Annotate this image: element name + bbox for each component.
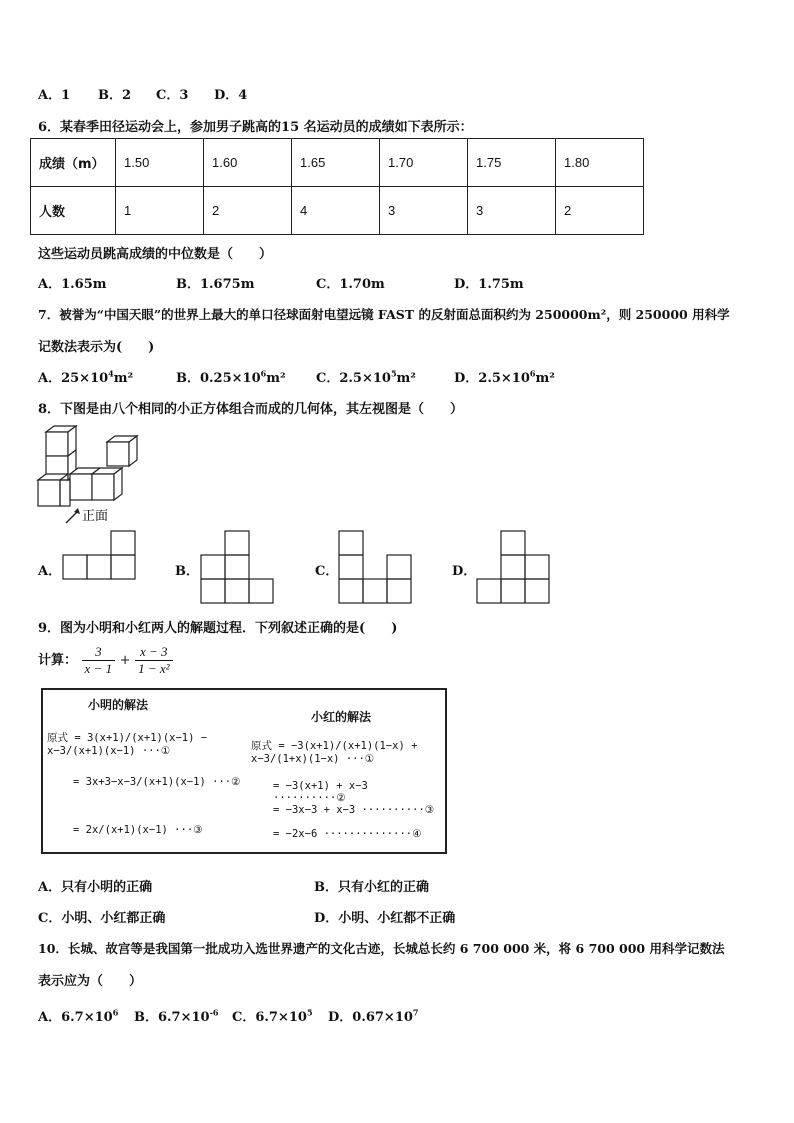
xiaoming-step-1: 原式 = 3(x+1)/(x+1)(x−1) − x−3/(x+1)(x−1) ···①	[47, 732, 208, 757]
front-arrow-icon	[66, 511, 78, 523]
q8-option-c-label: C．	[315, 564, 339, 579]
q5-options	[38, 84, 247, 103]
q9-stem: 9．图为小明和小红两人的解题过程．下列叙述正确的是( )	[38, 621, 398, 636]
q6-option-a: A．1.65m	[38, 277, 107, 292]
compute-label: 计算：	[38, 653, 78, 668]
cube-stack	[38, 426, 137, 506]
q6-option-d: D．1.75m	[454, 277, 524, 292]
q5-option-b: B．2	[98, 88, 132, 103]
q8-stem: 8．下图是由八个相同的小正方体组合而成的几何体，其左视图是（ ）	[38, 402, 464, 417]
table-cell: 1.50	[116, 139, 204, 187]
q6-score-table	[30, 138, 644, 235]
q8-option-d-label: D．	[452, 564, 477, 579]
q8-option-d-view	[476, 530, 552, 604]
q6-options	[38, 273, 524, 292]
q10-option-a: A．$6.7\times 10^6$	[38, 1007, 119, 1025]
table-cell: 1.65	[292, 139, 380, 187]
table-cell: 3	[380, 187, 468, 235]
table-cell: 4	[292, 187, 380, 235]
q5-option-c: C．3	[156, 88, 189, 103]
q7-option-d: D．$2.5\times 10^6m^2$	[454, 368, 555, 386]
q7-option-b: B．$0.25\times 10^6m^2$	[176, 368, 286, 386]
q10-option-b: B．$6.7\times 10^{-6}$	[134, 1007, 219, 1025]
q5-option-d: D．4	[214, 88, 248, 103]
table-row	[31, 187, 644, 235]
xiaoming-title: 小明的解法	[88, 698, 149, 712]
q7-stem-line2: 记数法表示为( )	[38, 340, 155, 355]
xiaohong-step-2: = −3(x+1) + x−3 ··········②	[273, 780, 368, 804]
table-cell: 1.75	[468, 139, 556, 187]
xiaohong-step-1: 原式 = −3(x+1)/(x+1)(1−x) + x−3/(1+x)(1−x) ···①	[251, 740, 418, 765]
table-cell: 2	[204, 187, 292, 235]
q8-option-a-view	[62, 530, 138, 580]
q6-stem: 6．某春季田径运动会上，参加男子跳高的15 名运动员的成绩如下表所示：	[38, 120, 473, 135]
table-cell: 1.70	[380, 139, 468, 187]
q5-option-a: A．1	[38, 88, 71, 103]
q9-option-d: D．小明、小红都不正确	[314, 911, 456, 926]
q6-question: 这些运动员跳高成绩的中位数是（ ）	[38, 247, 273, 262]
xiaoming-step-2: = 3x+3−x−3/(x+1)(x−1) ···②	[73, 776, 241, 788]
q8-option-b-view	[200, 530, 276, 604]
q7-option-a: A．$25\times 10^4m^2$	[38, 368, 134, 386]
q9-compute: 计算： $\frac{3}{x - 1}$ + $\frac{x - 3}{\text{1 − x²}}$	[38, 644, 173, 677]
q7-stem-line1: 7．被誉为“中国天眼”的世界上最大的单口径球面射电望远镜 FAST 的反射面总面积约为 250000m²，则 250000 用科学	[38, 307, 730, 322]
table-row	[31, 139, 644, 187]
q10-option-c: C．$6.7\times 10^5$	[232, 1007, 313, 1025]
q7-options	[38, 367, 555, 386]
arrow-head-icon	[74, 508, 80, 514]
q7-option-c: C．$2.5\times 10^5m^2$	[316, 368, 416, 386]
q9-option-b: B．只有小红的正确	[314, 880, 429, 895]
q8-option-a-label: A．	[38, 564, 62, 579]
table-cell: 1.80	[556, 139, 644, 187]
fraction-1: $\frac{3}{x - 1}$	[82, 644, 116, 677]
table-cell: 1	[116, 187, 204, 235]
q10-options	[38, 1006, 419, 1025]
front-label: 正面	[82, 508, 109, 523]
q10-stem-line2: 表示应为（ ）	[38, 974, 143, 989]
xiaohong-title: 小红的解法	[311, 710, 372, 724]
xiaohong-step-3: = −3x−3 + x−3 ··········③	[273, 804, 435, 816]
table-header-height: 成绩（m）	[31, 139, 116, 187]
fraction-2: $\frac{x - 3}{\text{1 − x²}}$	[135, 644, 172, 677]
q9-option-c: C．小明、小红都正确	[38, 911, 166, 926]
table-header-count: 人数	[31, 187, 116, 235]
q8-option-b-label: B．	[175, 564, 199, 579]
q9-solution-image	[41, 688, 447, 854]
q8-option-c-view	[338, 530, 414, 604]
table-cell: 2	[556, 187, 644, 235]
q9-option-a: A．只有小明的正确	[38, 880, 153, 895]
q6-option-b: B．1.675m	[176, 277, 255, 292]
xiaoming-step-3: = 2x/(x+1)(x−1) ···③	[73, 824, 203, 836]
table-cell: 3	[468, 187, 556, 235]
table-cell: 1.60	[204, 139, 292, 187]
q10-stem-line1: 10．长城、故宫等是我国第一批成功入选世界遗产的文化古迹，长城总长约 6 700 000 米，将 6 700 000 用科学记数法	[38, 941, 725, 956]
q10-option-d: D．$0.67\times 10^7$	[328, 1007, 419, 1025]
xiaohong-step-4: = −2x−6 ··············④	[273, 828, 422, 840]
q6-option-c: C．1.70m	[316, 277, 385, 292]
q8-cube-figure	[30, 422, 140, 524]
